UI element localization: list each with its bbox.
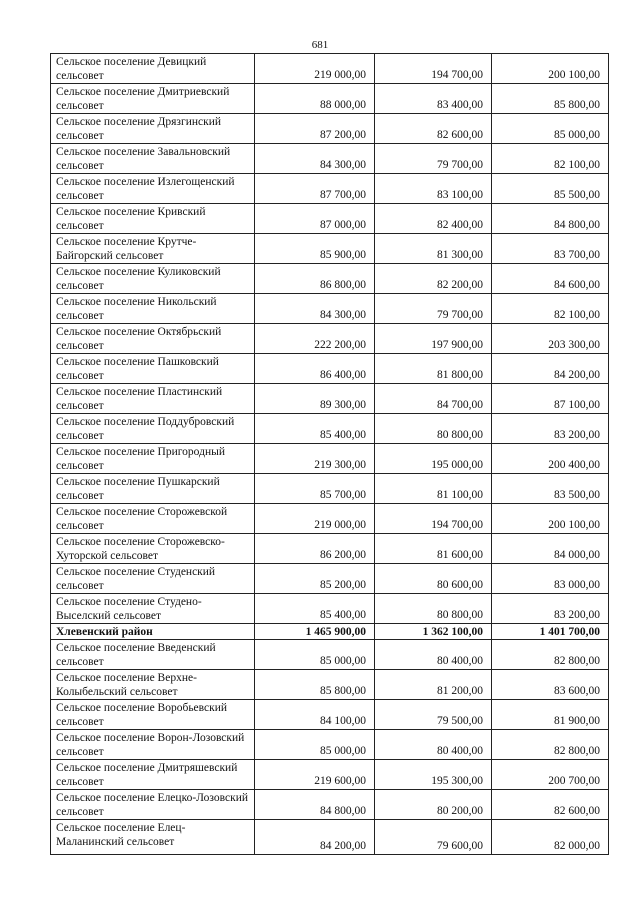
amount-year3-cell: 83 700,00 <box>492 234 609 264</box>
amount-year3-cell: 83 000,00 <box>492 564 609 594</box>
amount-year3-cell: 84 600,00 <box>492 264 609 294</box>
amount-year2-cell: 80 400,00 <box>375 640 492 670</box>
amount-year3-cell: 85 800,00 <box>492 84 609 114</box>
table-row <box>51 820 609 855</box>
amount-year3-cell: 84 000,00 <box>492 534 609 564</box>
table-row <box>51 414 609 444</box>
amount-year1-cell: 89 300,00 <box>255 384 375 414</box>
amount-year2-cell: 79 600,00 <box>375 820 492 855</box>
amount-year3-cell: 83 200,00 <box>492 414 609 444</box>
settlement-name-cell: Сельское поселение Дмитриевский сельсовет <box>51 84 255 114</box>
amount-year1-cell: 86 800,00 <box>255 264 375 294</box>
settlement-name-cell: Сельское поселение Воробьевский сельсовет <box>51 700 255 730</box>
amount-year2-cell: 195 300,00 <box>375 760 492 790</box>
table-row <box>51 354 609 384</box>
amount-year3-cell: 82 800,00 <box>492 640 609 670</box>
settlement-name-cell: Сельское поселение Поддубровский сельсовет <box>51 414 255 444</box>
amount-year1-cell: 87 700,00 <box>255 174 375 204</box>
table-row <box>51 700 609 730</box>
page-number: 681 <box>311 39 329 51</box>
table-row <box>51 324 609 354</box>
amount-year1-cell: 84 300,00 <box>255 294 375 324</box>
amount-year1-cell: 84 800,00 <box>255 790 375 820</box>
amount-year3-cell: 85 000,00 <box>492 114 609 144</box>
table-row <box>51 594 609 624</box>
amount-year1-cell: 84 200,00 <box>255 820 375 855</box>
settlement-name-cell: Сельское поселение Дрязгинский сельсовет <box>51 114 255 144</box>
settlement-name-cell: Сельское поселение Завальновский сельсовет <box>51 144 255 174</box>
amount-year1-cell: 87 000,00 <box>255 204 375 234</box>
amount-year1-cell: 222 200,00 <box>255 324 375 354</box>
settlement-name-cell: Сельское поселение Елецко-Лозовский сельсовет <box>51 790 255 820</box>
amount-year2-cell: 82 400,00 <box>375 204 492 234</box>
table-row <box>51 174 609 204</box>
amount-year2-cell: 82 200,00 <box>375 264 492 294</box>
table-row <box>51 790 609 820</box>
amount-year2-cell: 197 900,00 <box>375 324 492 354</box>
settlement-name-cell: Сельское поселение Пластинский сельсовет <box>51 384 255 414</box>
amount-year1-cell: 85 400,00 <box>255 414 375 444</box>
amount-year3-cell: 84 200,00 <box>492 354 609 384</box>
amount-year2-cell: 79 700,00 <box>375 294 492 324</box>
amount-year2-cell: 194 700,00 <box>375 504 492 534</box>
settlement-name-cell: Сельское поселение Дмитряшевский сельсовет <box>51 760 255 790</box>
settlement-name-cell: Сельское поселение Октябрьский сельсовет <box>51 324 255 354</box>
amount-year2-cell: 194 700,00 <box>375 54 492 84</box>
amount-year2-cell: 79 500,00 <box>375 700 492 730</box>
settlement-name-cell: Сельское поселение Кривский сельсовет <box>51 204 255 234</box>
amount-year1-cell: 85 000,00 <box>255 640 375 670</box>
amount-year3-cell: 200 700,00 <box>492 760 609 790</box>
settlement-name-cell: Сельское поселение Сторожевской сельсовет <box>51 504 255 534</box>
amount-year2-cell: 80 600,00 <box>375 564 492 594</box>
table-row <box>51 760 609 790</box>
amount-year2-cell: 80 800,00 <box>375 414 492 444</box>
amount-year1-cell: 87 200,00 <box>255 114 375 144</box>
settlement-name-cell: Сельское поселение Пушкарский сельсовет <box>51 474 255 504</box>
settlement-name-cell: Сельское поселение Введенский сельсовет <box>51 640 255 670</box>
budget-table-container <box>50 53 608 855</box>
settlement-name-cell: Сельское поселение Куликовский сельсовет <box>51 264 255 294</box>
table-row <box>51 640 609 670</box>
table-row <box>51 204 609 234</box>
table-row <box>51 730 609 760</box>
amount-year2-cell: 84 700,00 <box>375 384 492 414</box>
amount-year1-cell: 219 000,00 <box>255 504 375 534</box>
table-row <box>51 564 609 594</box>
amount-year2-cell: 195 000,00 <box>375 444 492 474</box>
amount-year3-cell: 81 900,00 <box>492 700 609 730</box>
table-row <box>51 384 609 414</box>
amount-year2-cell: 81 600,00 <box>375 534 492 564</box>
amount-year2-cell: 83 100,00 <box>375 174 492 204</box>
amount-year2-cell: 82 600,00 <box>375 114 492 144</box>
amount-year2-cell: 81 100,00 <box>375 474 492 504</box>
amount-year3-cell: 203 300,00 <box>492 324 609 354</box>
amount-year3-cell: 82 600,00 <box>492 790 609 820</box>
settlement-name-cell: Сельское поселение Верхне-Колыбельский сельсовет <box>51 670 255 700</box>
table-row <box>51 504 609 534</box>
amount-year1-cell: 84 100,00 <box>255 700 375 730</box>
amount-year2-cell: 81 800,00 <box>375 354 492 384</box>
table-row <box>51 54 609 84</box>
amount-year2-cell: 1 362 100,00 <box>375 624 492 640</box>
amount-year2-cell: 79 700,00 <box>375 144 492 174</box>
settlement-name-cell: Сельское поселение Никольский сельсовет <box>51 294 255 324</box>
settlement-name-cell: Сельское поселение Студенский сельсовет <box>51 564 255 594</box>
table-row <box>51 294 609 324</box>
district-total-row <box>51 624 609 640</box>
amount-year2-cell: 83 400,00 <box>375 84 492 114</box>
table-row <box>51 144 609 174</box>
table-row <box>51 670 609 700</box>
amount-year3-cell: 1 401 700,00 <box>492 624 609 640</box>
amount-year1-cell: 85 400,00 <box>255 594 375 624</box>
amount-year3-cell: 85 500,00 <box>492 174 609 204</box>
table-row <box>51 444 609 474</box>
settlement-name-cell: Хлевенский район <box>51 624 255 640</box>
settlement-name-cell: Сельское поселение Пашковский сельсовет <box>51 354 255 384</box>
amount-year1-cell: 86 400,00 <box>255 354 375 384</box>
settlement-name-cell: Сельское поселение Пригородный сельсовет <box>51 444 255 474</box>
amount-year2-cell: 81 200,00 <box>375 670 492 700</box>
table-row <box>51 534 609 564</box>
budget-table-body <box>51 54 609 855</box>
amount-year1-cell: 85 800,00 <box>255 670 375 700</box>
amount-year3-cell: 82 800,00 <box>492 730 609 760</box>
amount-year1-cell: 1 465 900,00 <box>255 624 375 640</box>
settlement-name-cell: Сельское поселение Ворон-Лозовский сельсовет <box>51 730 255 760</box>
amount-year3-cell: 82 100,00 <box>492 144 609 174</box>
amount-year2-cell: 80 400,00 <box>375 730 492 760</box>
table-row <box>51 474 609 504</box>
amount-year1-cell: 86 200,00 <box>255 534 375 564</box>
amount-year3-cell: 83 500,00 <box>492 474 609 504</box>
amount-year1-cell: 84 300,00 <box>255 144 375 174</box>
amount-year2-cell: 80 200,00 <box>375 790 492 820</box>
settlement-name-cell: Сельское поселение Крутче-Байгорский сельсовет <box>51 234 255 264</box>
amount-year1-cell: 219 300,00 <box>255 444 375 474</box>
settlement-name-cell: Сельское поселение Сторожевско-Хуторской сельсовет <box>51 534 255 564</box>
settlement-name-cell: Сельское поселение Девицкий сельсовет <box>51 54 255 84</box>
amount-year2-cell: 80 800,00 <box>375 594 492 624</box>
table-row <box>51 234 609 264</box>
amount-year3-cell: 200 400,00 <box>492 444 609 474</box>
settlement-name-cell: Сельское поселение Студено-Выселский сельсовет <box>51 594 255 624</box>
amount-year3-cell: 87 100,00 <box>492 384 609 414</box>
amount-year3-cell: 84 800,00 <box>492 204 609 234</box>
amount-year3-cell: 83 200,00 <box>492 594 609 624</box>
settlement-name-cell: Сельское поселение Елец-Маланинский сельсовет <box>51 820 255 855</box>
amount-year3-cell: 200 100,00 <box>492 54 609 84</box>
settlement-name-cell: Сельское поселение Излегощенский сельсовет <box>51 174 255 204</box>
amount-year3-cell: 82 000,00 <box>492 820 609 855</box>
amount-year3-cell: 83 600,00 <box>492 670 609 700</box>
table-row <box>51 264 609 294</box>
amount-year2-cell: 81 300,00 <box>375 234 492 264</box>
amount-year3-cell: 82 100,00 <box>492 294 609 324</box>
budget-table <box>50 53 609 855</box>
amount-year1-cell: 85 000,00 <box>255 730 375 760</box>
table-row <box>51 84 609 114</box>
amount-year1-cell: 85 700,00 <box>255 474 375 504</box>
amount-year1-cell: 85 900,00 <box>255 234 375 264</box>
amount-year1-cell: 219 000,00 <box>255 54 375 84</box>
amount-year1-cell: 219 600,00 <box>255 760 375 790</box>
amount-year1-cell: 88 000,00 <box>255 84 375 114</box>
table-row <box>51 114 609 144</box>
amount-year1-cell: 85 200,00 <box>255 564 375 594</box>
amount-year3-cell: 200 100,00 <box>492 504 609 534</box>
